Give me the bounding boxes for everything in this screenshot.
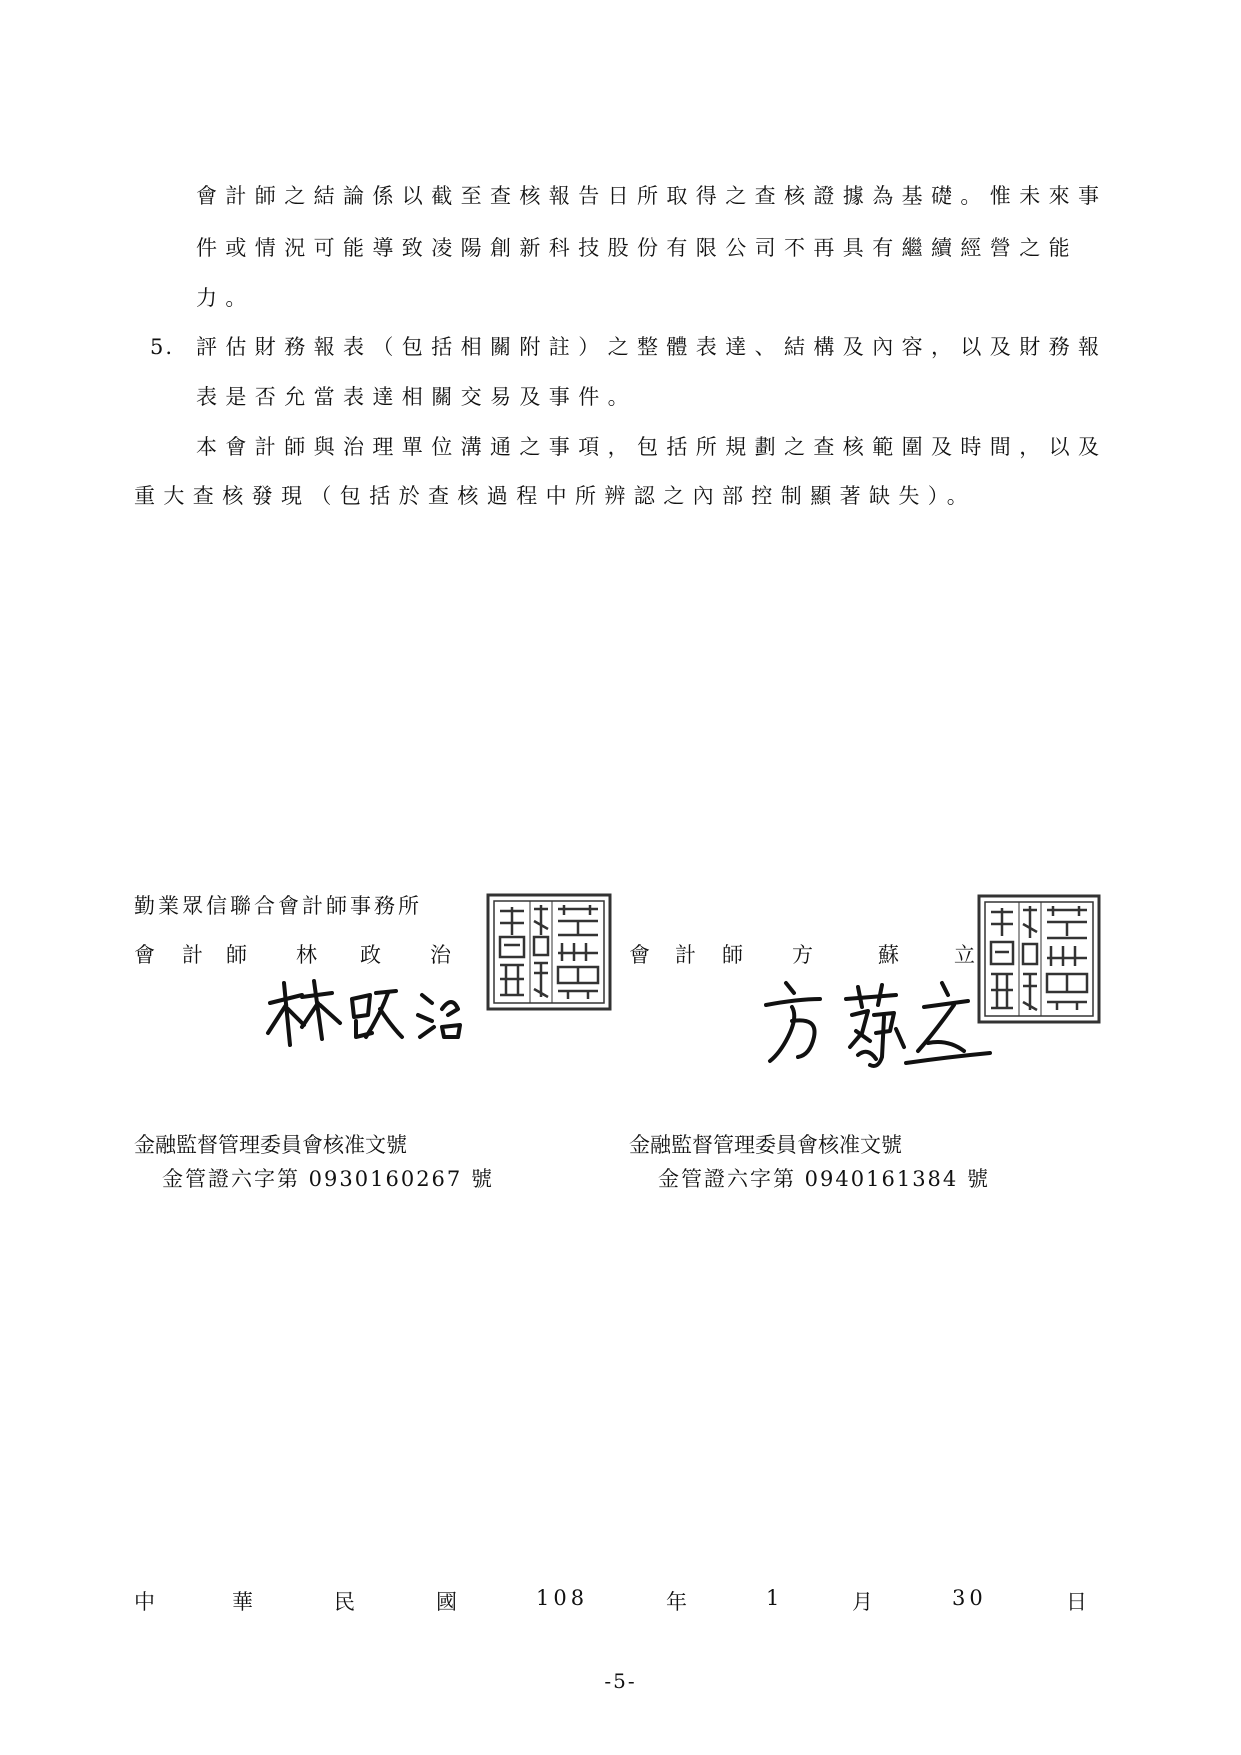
cpa-name-char: 林	[296, 943, 317, 967]
report-date	[0, 1586, 1241, 1616]
paragraph-line-7: 重大查核發現（包括於查核過程中所辨認之內部控制顯著缺失）。	[134, 484, 977, 508]
signature-lin	[262, 975, 472, 1055]
left-seal-stamp	[486, 893, 612, 1011]
page-number: -5-	[604, 1669, 637, 1693]
paragraph-line-1: 會計師之結論係以截至查核報告日所取得之查核證據為基礎。惟未來事	[196, 184, 1108, 208]
date-day-unit: 日	[1066, 1590, 1091, 1614]
date-month: 1	[766, 1586, 784, 1610]
date-month-unit: 月	[852, 1590, 877, 1614]
date-year: 108	[536, 1586, 589, 1610]
cpa-title-char: 計	[182, 943, 203, 967]
signature-fang	[758, 977, 998, 1077]
cpa-title-char: 師	[722, 943, 743, 967]
paragraph-line-4: 評估財務報表（包括相關附註）之整體表達、結構及內容，以及財務報	[196, 335, 1108, 359]
paragraph-line-5: 表是否允當表達相關交易及事件。	[196, 385, 637, 409]
date-year-unit: 年	[666, 1590, 691, 1614]
cpa-title-char: 會	[134, 943, 155, 967]
paragraph-line-3: 力。	[196, 286, 255, 310]
left-approval-label: 金融監督管理委員會核准文號	[134, 1133, 407, 1157]
cpa-name-char: 政	[360, 943, 381, 967]
cpa-name-char: 方	[792, 943, 813, 967]
cpa-name-char: 立	[954, 943, 975, 967]
cpa-name-char: 治	[430, 943, 451, 967]
cpa-title-char: 會	[629, 943, 650, 967]
list-number-5: 5.	[150, 335, 175, 359]
firm-name: 勤業眾信聯合會計師事務所	[134, 894, 422, 918]
cpa-title-char: 計	[675, 943, 696, 967]
right-approval-label: 金融監督管理委員會核准文號	[629, 1133, 902, 1157]
cpa-name-char: 蘇	[878, 943, 899, 967]
date-era-char: 中	[134, 1590, 159, 1614]
right-approval-number: 金管證六字第 0940161384 號	[658, 1167, 990, 1191]
cpa-title-char: 師	[226, 943, 247, 967]
date-day: 30	[952, 1586, 987, 1610]
date-era-char: 民	[334, 1590, 359, 1614]
left-approval-number: 金管證六字第 0930160267 號	[162, 1167, 494, 1191]
date-era-char: 華	[232, 1590, 257, 1614]
paragraph-line-2: 件或情況可能導致凌陽創新科技股份有限公司不再具有繼續經營之能	[196, 236, 1078, 260]
paragraph-line-6: 本會計師與治理單位溝通之事項，包括所規劃之查核範圍及時間，以及	[196, 435, 1108, 459]
date-era-char: 國	[436, 1590, 461, 1614]
